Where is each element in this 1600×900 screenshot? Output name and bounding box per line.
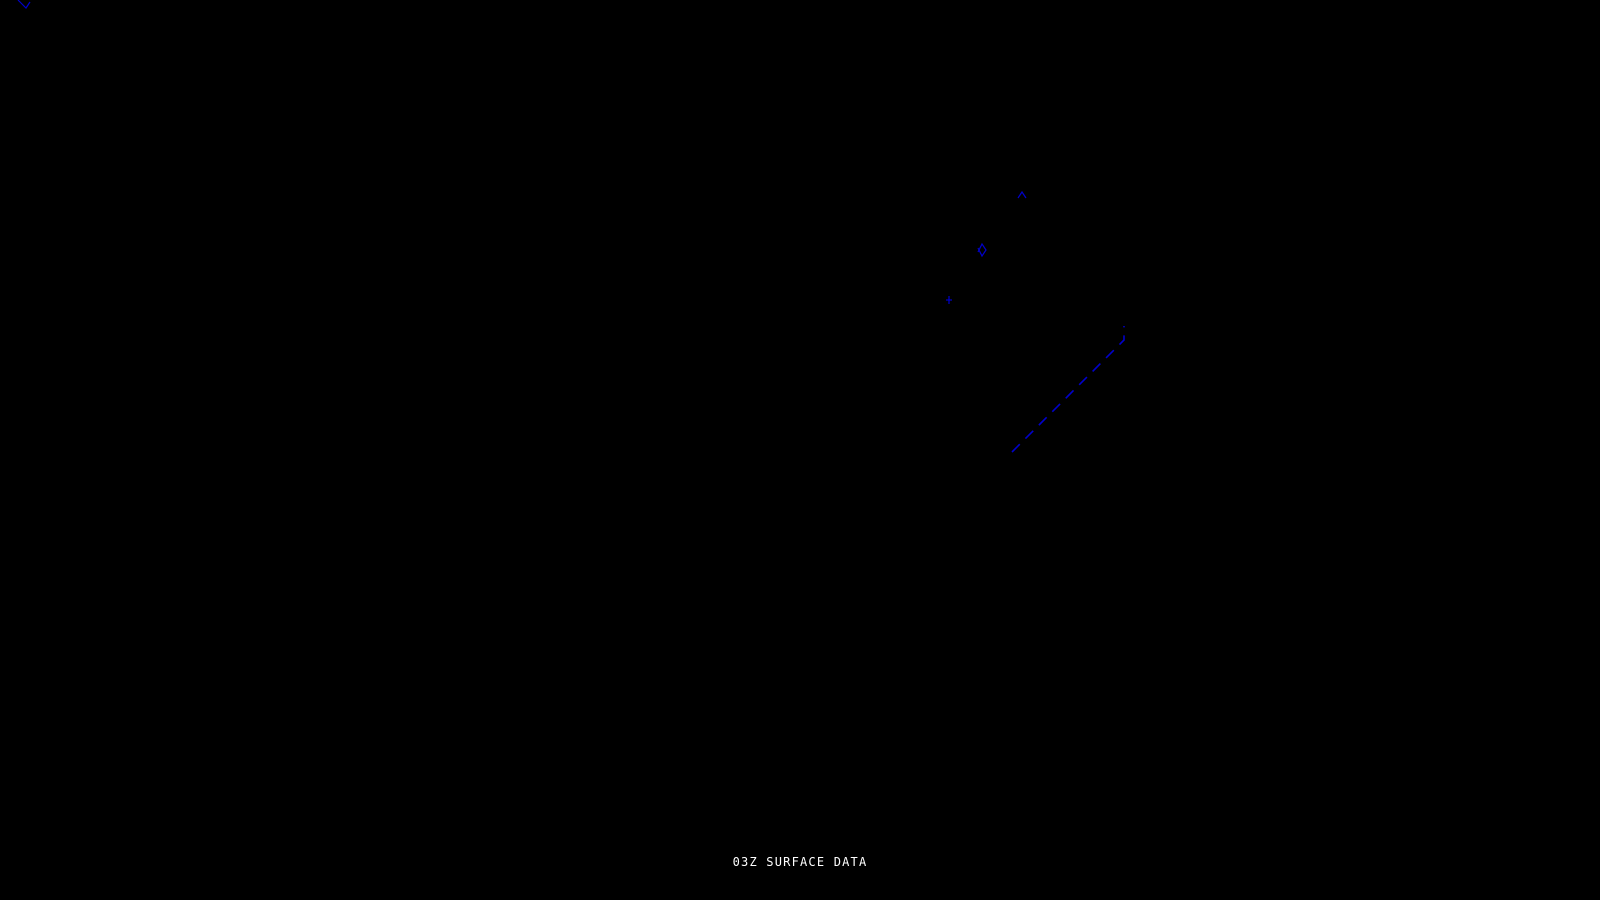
map-caption: 03Z SURFACE DATA (732, 855, 868, 869)
